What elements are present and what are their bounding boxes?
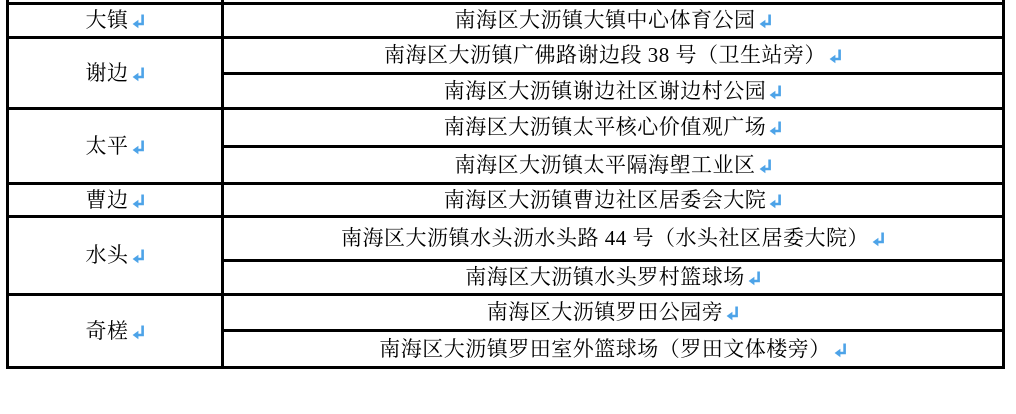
paragraph-return-icon <box>132 248 145 264</box>
address-cell[interactable] <box>223 4 1004 38</box>
station-name-cell-caobian[interactable] <box>8 184 223 217</box>
address-text: 南海区大沥镇罗田室外篮球场（罗田文体楼旁） <box>379 336 831 361</box>
table-row <box>8 295 1004 331</box>
station-name-cell-dazhen[interactable] <box>8 4 223 38</box>
table-row <box>8 184 1004 217</box>
address-cell[interactable] <box>223 109 1004 147</box>
address-text: 南海区大沥镇水头罗村篮球场 <box>465 265 745 290</box>
table-row <box>8 38 1004 74</box>
paragraph-return-icon <box>132 193 145 209</box>
address-text: 南海区大沥镇广佛路谢边段 38 号（卫生站旁） <box>384 43 826 68</box>
address-text: 南海区大沥镇水头沥水头路 44 号（水头社区居委大院） <box>341 226 869 251</box>
paragraph-return-icon <box>726 305 739 321</box>
station-name: 曹边 <box>85 187 129 212</box>
paragraph-return-icon <box>769 84 782 100</box>
station-name-cell-shuitou[interactable] <box>8 217 223 295</box>
station-name-cell-taiping[interactable] <box>8 109 223 184</box>
station-name: 谢边 <box>85 60 129 85</box>
station-name-cell-qicha[interactable] <box>8 295 223 368</box>
paragraph-return-icon <box>759 158 772 174</box>
paragraph-return-icon <box>834 342 847 358</box>
address-cell[interactable] <box>223 184 1004 217</box>
paragraph-return-icon <box>872 231 885 247</box>
address-cell[interactable] <box>223 295 1004 331</box>
address-text: 南海区大沥镇罗田公园旁 <box>486 300 724 325</box>
paragraph-return-icon <box>132 13 145 29</box>
paragraph-return-icon <box>132 66 145 82</box>
address-text: 南海区大沥镇太平核心价值观广场 <box>443 115 767 140</box>
paragraph-return-icon <box>769 120 782 136</box>
station-address-table <box>6 0 1005 369</box>
address-text: 南海区大沥镇曹边社区居委会大院 <box>443 187 767 212</box>
station-name: 水头 <box>85 243 129 268</box>
station-name-cell-xiebian[interactable] <box>8 38 223 109</box>
address-cell[interactable] <box>223 261 1004 295</box>
paragraph-return-icon <box>769 193 782 209</box>
paragraph-return-icon <box>759 13 772 29</box>
address-cell[interactable] <box>223 147 1004 184</box>
address-cell[interactable] <box>223 331 1004 368</box>
address-cell[interactable] <box>223 217 1004 261</box>
station-name: 奇槎 <box>85 318 129 343</box>
address-text: 南海区大沥镇大镇中心体育公园 <box>454 8 756 33</box>
address-text: 南海区大沥镇太平隔海塱工业区 <box>454 152 756 177</box>
station-name: 大镇 <box>85 8 129 33</box>
address-text: 南海区大沥镇谢边社区谢边村公园 <box>443 78 767 103</box>
station-name: 太平 <box>85 133 129 158</box>
paragraph-return-icon <box>132 324 145 340</box>
paragraph-return-icon <box>829 48 842 64</box>
table-row <box>8 109 1004 147</box>
paragraph-return-icon <box>132 139 145 155</box>
address-cell[interactable] <box>223 74 1004 109</box>
address-cell[interactable] <box>223 38 1004 74</box>
paragraph-return-icon <box>748 270 761 286</box>
table-row <box>8 217 1004 261</box>
table-row <box>8 4 1004 38</box>
